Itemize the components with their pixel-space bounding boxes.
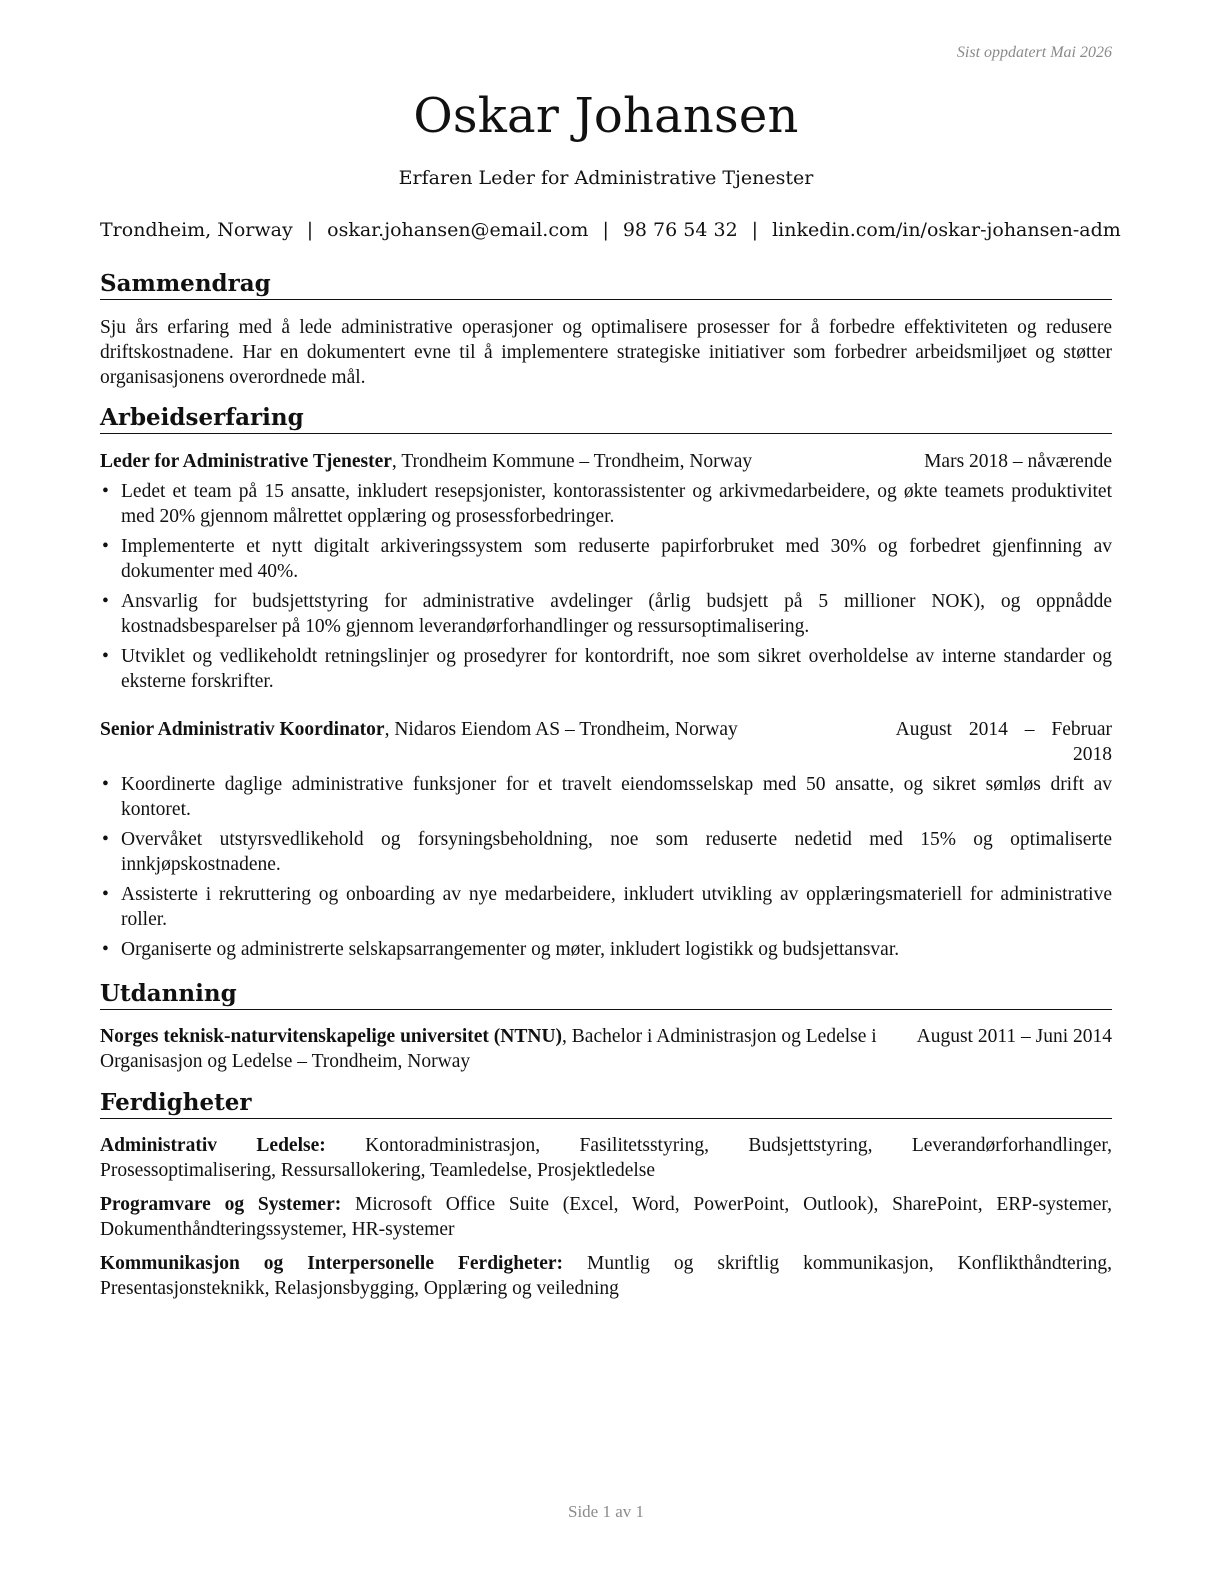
bullet-item: • Ansvarlig for budsjettstyring for administrative avdelinger (årlig budsjett på 5 millioner NOK), og oppnådde kostnadsbesparelser på 10% gjennom leverandørforhandlinger og ressursoptimalisering. [100,589,1112,639]
job-title-line [100,717,738,742]
bullet-item: • Koordinerte daglige administrative funksjoner for et travelt eiendomsselskap med 50 ansatte, og sikret sømløs drift av kontoret. [100,772,1112,822]
skill-text: Muntlig og skriftlig kommunikasjon, Konflikthåndtering, Presentasjonsteknikk, Relasjonsbygging, Opplæring og veiledning [100,1253,1112,1299]
bullet-item: • Organiserte og administrerte selskapsarrangementer og møter, inkludert logistikk og budsjettansvar. [100,937,1112,962]
job-dates-line: August 2014 – Februar [895,719,1112,740]
skill-label: Kommunikasjon og Interpersonelle Ferdigheter: [100,1253,564,1274]
section-heading-education: Utdanning [100,980,1112,1010]
resume-page [100,0,1121,1584]
skill-label: Programvare og Systemer: [100,1194,342,1215]
job-bullets [100,772,1112,967]
contact-phone: 98 76 54 32 [622,219,738,241]
contact-separator: | [306,219,314,241]
job-title: Leder for Administrative Tjenester [100,451,392,472]
education-school: Norges teknisk-naturvitenskapelige universitet (NTNU) [100,1026,563,1047]
job-dates: Mars 2018 – nåværende [924,451,1112,472]
job-org: , Nidaros Eiendom AS – Trondheim, Norway [384,719,738,740]
bullet-item: • Overvåket utstyrsvedlikehold og forsyningsbeholdning, noe som reduserte nedetid med 15% og optimaliserte innkjøpskostnadene. [100,827,1112,877]
bullet-item: • Implementerte et nytt digitalt arkiveringssystem som reduserte papirforbruket med 30% og forbedret gjenfinning av dokumenter med 40%. [100,534,1112,584]
contact-line [100,219,1121,241]
job-title-line [100,449,752,474]
contact-linkedin[interactable]: linkedin.com/in/oskar-johansen-adm [772,219,1121,241]
skill-text: Microsoft Office Suite (Excel, Word, PowerPoint, Outlook), SharePoint, ERP-systemer, Dokumenthåndteringssystemer, HR-systemer [100,1194,1113,1240]
bullet-item: • Utviklet og vedlikeholdt retningslinjer og prosedyrer for kontordrift, noe som sikret overholdelse av interne standarder og eksterne forskrifter. [100,644,1112,694]
contact-email[interactable]: oskar.johansen@email.com [327,219,589,241]
last-updated: Sist oppdatert Mai 2026 [956,44,1112,61]
education-dates: August 2011 – Juni 2014 [916,1026,1112,1047]
skill-group [100,1192,1112,1242]
bullet-item: • Assisterte i rekruttering og onboarding av nye medarbeidere, inkludert utvikling av opplæringsmateriell for administrative roller. [100,882,1112,932]
section-heading-experience: Arbeidserfaring [100,404,1112,434]
bullet-item: • Ledet et team på 15 ansatte, inkludert resepsjonister, kontorassistenter og arkivmedarbeidere, og økte teamets produktivitet med 20% gjennom målrettet opplæring og prosessforbedringer. [100,479,1112,529]
skill-group [100,1133,1112,1183]
summary-text: Sju års erfaring med å lede administrative operasjoner og optimalisere prosesser for å forbedre effektiviteten og redusere driftskostnadene. Har en dokumentert evne til å implementere strategiske initiativer som forbedrer arbeidsmiljøet og støtter organisasjonens overordnede mål. [100,317,1112,388]
contact-separator: | [751,219,759,241]
candidate-name: Oskar Johansen [413,88,799,144]
contact-location: Trondheim, Norway [100,219,293,241]
job-title: Senior Administrativ Koordinator [100,719,385,740]
education-entry [100,1024,890,1074]
job-org: , Trondheim Kommune – Trondheim, Norway [391,451,753,472]
skill-group [100,1251,1112,1301]
page-number: Side 1 av 1 [567,1502,645,1521]
skill-text: Kontoradministrasjon, Fasilitetsstyring, Budsjettstyring, Leverandørforhandlinger, Prosessoptimalisering, Ressursallokering, Teamledelse, Prosjektledelse [100,1135,1112,1181]
candidate-title: Erfaren Leder for Administrative Tjenester [398,167,814,189]
education-degree: , Bachelor i Administrasjon og Ledelse i Organisasjon og Ledelse – Trondheim, Norway [100,1026,877,1072]
contact-separator: | [602,219,609,241]
job-dates-line: 2018 [1073,744,1112,765]
section-heading-summary: Sammendrag [100,270,1112,300]
skill-label: Administrativ Ledelse: [100,1135,326,1156]
job-bullets [100,479,1112,699]
section-heading-skills: Ferdigheter [100,1089,1112,1119]
job-dates [896,717,1112,767]
